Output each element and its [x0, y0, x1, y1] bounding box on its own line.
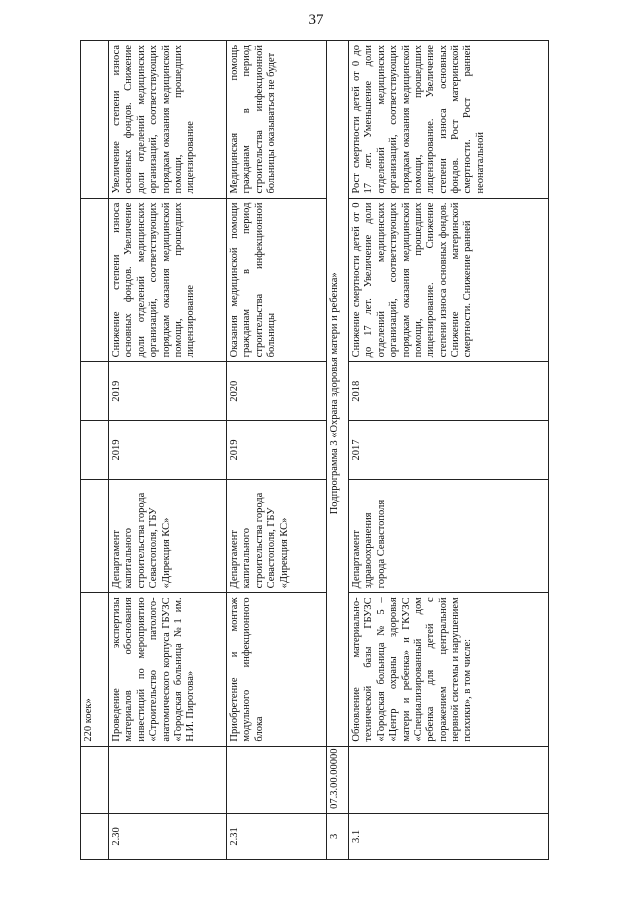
row-code [109, 746, 227, 813]
row-code [227, 746, 327, 813]
measure-name: Приобретение и монтаж модульного инфекционного блока [227, 593, 327, 746]
end-year: 2020 [227, 362, 327, 421]
consequences: Увеличение степени износа основных фондов. Снижение доли отделений медицинских организаций, соответствующих порядкам оказания медицинской помощи, прошедших лицензирование [109, 41, 227, 199]
row-number: 3.1 [349, 813, 549, 859]
rotated-table-wrapper [80, 40, 600, 860]
cell-empty [81, 41, 109, 199]
continuation-row [81, 41, 109, 860]
expected-result: Снижение смертности детей от 0 до 17 лет. Увеличение доли отделений медицинских организаций, соответствующих порядкам оказания медицинской помощи, прошедших лицензирование. Снижение степени износа основных фондов. Снижение материнской смертности. Снижение ранней [349, 198, 549, 362]
page-number: 37 [308, 12, 324, 28]
row-number: 2.31 [227, 813, 327, 859]
start-year: 2019 [109, 421, 227, 480]
row-code [349, 746, 549, 813]
table-row [227, 41, 327, 860]
expected-result: Снижение степени износа основных фондов. Увеличение доли отделений медицинских организаций, соответствующих порядкам оказания медицинской помощи, прошедших лицензирование [109, 198, 227, 362]
cell-empty [81, 479, 109, 592]
consequences: Медицинская помощь гражданам в период строительства инфекционной больницы оказываться не будет [227, 41, 327, 199]
end-year: 2019 [109, 362, 227, 421]
cell-empty [81, 198, 109, 362]
subprogram-title: Подпрограмма 3 «Охрана здоровья матери и ребенка» [327, 41, 349, 747]
table-row [109, 41, 227, 860]
start-year: 2017 [349, 421, 549, 480]
subprogram-code: 07.3.00.00000 [327, 746, 349, 813]
end-year: 2018 [349, 362, 549, 421]
row-number: 2.30 [109, 813, 227, 859]
table-row [349, 41, 549, 860]
subprogram-number: 3 [327, 813, 349, 859]
subprogram-row [327, 41, 349, 860]
executor: Департамент капитального строительства города Севастополя, ГБУ «Дирекция КС» [227, 479, 327, 592]
cell-empty [81, 746, 109, 813]
measure-name: Проведение экспертизы материалов обоснования инвестиций по мероприятию «Строительство патологоанатомического корпуса ГБУЗС «Городская больница №1 им. Н.И. Пирогова» [109, 593, 227, 746]
cell-empty [81, 813, 109, 859]
measures-table [80, 40, 549, 860]
cell-empty [81, 362, 109, 421]
executor: Департамент здравоохранения города Севастополя [349, 479, 549, 592]
cell-empty [81, 421, 109, 480]
continuation-text: 220 коек» [81, 593, 109, 746]
executor: Департамент капитального строительства города Севастополя, ГБУ «Дирекция КС» [109, 479, 227, 592]
expected-result: Оказания медицинской помощи гражданам в период строительства инфекционной больницы [227, 198, 327, 362]
consequences: Рост смертности детей от 0 до 17 лет. Уменьшение доли отделений медицинских организаций, соответствующих порядкам оказания медицинской помощи, прошедших лицензирование. Увеличение степени износа основных фондов. Рост материнской смертности. Рост ранней неонатальной [349, 41, 549, 199]
measure-name: Обновление материально-технической базы ГБУЗС «Городская больница № 5 – «Центр охраны здоровья матери и ребенка» и ГКУЗС «Специализированный дом ребенка для детей с поражением центральной нервной системы и нарушением психики», в том числе: [349, 593, 549, 746]
start-year: 2019 [227, 421, 327, 480]
